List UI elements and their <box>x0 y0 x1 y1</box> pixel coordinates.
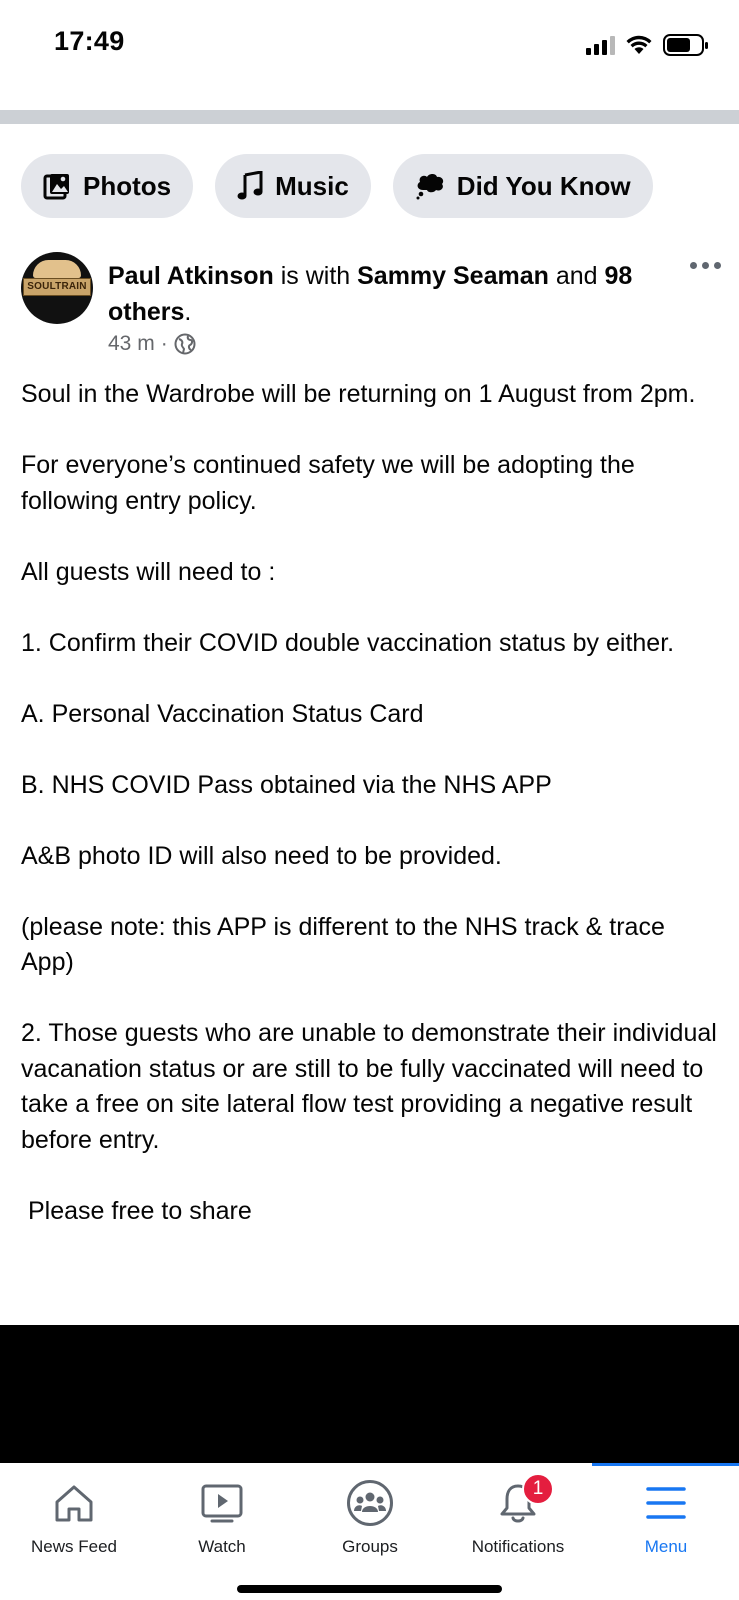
tab-label: Groups <box>342 1537 398 1556</box>
avatar-text: SOULTRAIN <box>27 281 87 292</box>
and-text: and <box>548 262 605 290</box>
wifi-icon <box>625 34 653 56</box>
post-paragraph: (please note: this APP is different to the NHS track & trace App) <box>21 912 665 976</box>
tab-label: Menu <box>644 1537 688 1556</box>
tagged-person[interactable]: Sammy Seaman <box>357 262 549 290</box>
tab-label: Watch <box>198 1537 246 1556</box>
battery-icon <box>663 33 709 57</box>
author-name[interactable]: Paul Atkinson <box>108 262 274 290</box>
post-paragraph: For everyone’s continued safety we will be adopting the following entry policy. <box>21 451 635 515</box>
chip-music[interactable] <box>215 154 371 218</box>
post-time[interactable]: 43 m <box>108 332 155 355</box>
post-paragraph: A&B photo ID will also need to be provided. <box>21 841 502 870</box>
post-paragraph: Please free to share <box>28 1196 252 1225</box>
tab-groups[interactable] <box>296 1463 444 1573</box>
active-tab-indicator <box>592 1463 739 1466</box>
post-paragraph: B. NHS COVID Pass obtained via the NHS APP <box>21 770 552 799</box>
watch-video-icon <box>200 1482 244 1524</box>
tab-news-feed[interactable] <box>0 1463 148 1573</box>
tab-menu[interactable] <box>592 1463 739 1573</box>
chip-photos[interactable] <box>21 154 193 218</box>
avatar-decoration <box>33 260 81 278</box>
more-options-icon[interactable] <box>687 262 721 274</box>
globe-icon <box>174 333 196 355</box>
post-author-line <box>108 258 668 330</box>
chip-did-you-know[interactable] <box>393 154 653 218</box>
status-time: 17:49 <box>54 26 125 56</box>
with-text: is with <box>273 262 358 290</box>
avatar[interactable] <box>21 252 93 324</box>
post-paragraph: Soul in the Wardrobe will be returning on 1 August from 2pm. <box>21 380 696 408</box>
photos-icon <box>43 172 71 200</box>
tab-watch[interactable] <box>148 1463 296 1573</box>
chip-label: Photos <box>83 170 172 201</box>
topic-chips <box>21 154 653 218</box>
groups-icon <box>346 1479 394 1527</box>
home-icon <box>52 1482 96 1524</box>
home-indicator[interactable] <box>237 1585 502 1593</box>
post-paragraph: All guests will need to : <box>21 557 276 586</box>
chip-label: Music <box>275 170 349 201</box>
meta-dot: · <box>160 332 168 355</box>
status-bar <box>0 0 739 86</box>
tab-label: Notifications <box>471 1537 565 1556</box>
thought-bubble-icon <box>415 172 445 200</box>
cellular-signal-icon <box>586 35 615 55</box>
section-divider <box>0 110 739 124</box>
post-media[interactable] <box>0 1325 739 1463</box>
tab-label: News Feed <box>31 1537 117 1556</box>
status-icons <box>586 30 709 60</box>
others-link[interactable]: 98 others <box>108 262 633 326</box>
period: . <box>184 298 192 326</box>
chip-label: Did You Know <box>456 170 631 201</box>
avatar-sign <box>23 278 91 296</box>
menu-icon <box>644 1483 688 1523</box>
post-header <box>21 252 721 362</box>
post-paragraph: 1. Confirm their COVID double vaccination status by either. <box>21 628 675 657</box>
bottom-tab-bar <box>0 1463 739 1600</box>
post-paragraph: 2. Those guests who are unable to demonstrate their individual vacanation status or are still to be fully vaccinated will need to take a free on site lateral flow test providing a negative result before entry. <box>21 1019 717 1154</box>
post-meta <box>108 332 196 356</box>
post-body <box>21 377 721 1229</box>
music-note-icon <box>237 171 263 201</box>
tab-notifications[interactable] <box>444 1463 592 1573</box>
post-paragraph: A. Personal Vaccination Status Card <box>21 699 424 728</box>
notification-badge: 1 <box>522 1473 554 1505</box>
